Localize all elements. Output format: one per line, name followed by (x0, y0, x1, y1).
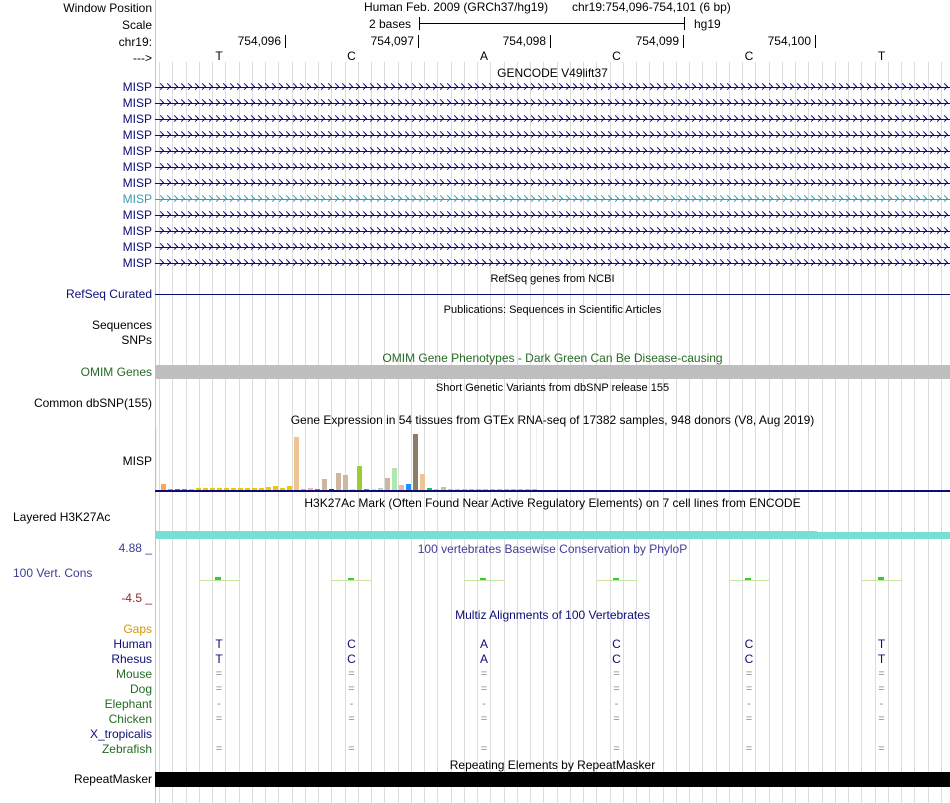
gencode-track-title: GENCODE V49lift37 (497, 66, 608, 80)
gencode-transcript-label[interactable]: MISP (122, 80, 152, 94)
multiz-base: = (878, 668, 885, 680)
guideline (583, 62, 584, 803)
multiz-base: - (747, 698, 751, 710)
snps-track-label[interactable]: SNPs (121, 333, 152, 347)
guideline (636, 62, 637, 803)
guideline (729, 62, 730, 803)
gencode-transcript-label[interactable]: MISP (122, 160, 152, 174)
refseq-track-label[interactable]: RefSeq Curated (65, 287, 152, 301)
multiz-base: T (215, 652, 223, 666)
multiz-base: A (479, 637, 488, 651)
gencode-transcript-label[interactable]: MISP (122, 240, 152, 254)
track-image[interactable] (155, 0, 950, 803)
guideline (901, 62, 902, 803)
multiz-base: - (614, 698, 619, 710)
multiz-species-label[interactable]: Human (113, 637, 152, 651)
gtex-tissue-bar[interactable] (420, 474, 425, 490)
ruler-tick (815, 35, 816, 48)
guideline (914, 62, 915, 803)
multiz-base: C (612, 652, 621, 666)
gencode-transcript-label[interactable]: MISP (122, 208, 152, 222)
phylop-min-label: -4.5 _ (121, 591, 152, 605)
gencode-transcript-label[interactable]: MISP (122, 224, 152, 238)
scale-bar-right-tick (684, 17, 685, 30)
phylop-baseline-mark (464, 580, 504, 581)
strand-chevron (941, 147, 948, 154)
guideline (557, 62, 558, 803)
phylop-baseline-mark (862, 580, 902, 581)
strand-chevron (941, 211, 948, 218)
multiz-base: - (217, 698, 221, 710)
multiz-base: = (878, 713, 885, 725)
gencode-transcript-label[interactable]: MISP (122, 128, 152, 142)
multiz-base: - (482, 698, 486, 710)
ruler-tick-label: 754,096 (237, 34, 281, 48)
phylop-score-mark (613, 578, 619, 580)
multiz-base: = (878, 683, 885, 695)
ruler-tick-label: 754,098 (502, 34, 546, 48)
multiz-base: = (745, 713, 753, 725)
guideline (848, 62, 849, 803)
guideline (663, 62, 664, 803)
multiz-base: = (613, 743, 620, 755)
strand-chevron (941, 227, 948, 234)
multiz-base: C (744, 652, 754, 666)
strand-chevron (941, 163, 948, 170)
guideline (822, 62, 823, 803)
ruler-tick-label: 754,097 (370, 34, 414, 48)
gtex-tissue-bar[interactable] (322, 479, 327, 490)
guideline (596, 62, 597, 803)
ruler-tick-label: 754,099 (635, 34, 679, 48)
multiz-base: C (347, 637, 356, 651)
phylop-track-label[interactable]: 100 Vert. Cons (13, 566, 93, 580)
gtex-tissue-bar[interactable] (392, 468, 397, 490)
repeatmasker-track-title: Repeating Elements by RepeatMasker (449, 758, 656, 772)
ruler-base: C (347, 49, 356, 63)
multiz-base: C (347, 652, 356, 666)
scale-text: 2 bases (369, 17, 412, 31)
track-labels-panel (0, 0, 155, 803)
phylop-score-mark (480, 578, 486, 580)
gtex-tissue-bar[interactable] (343, 475, 348, 490)
phylop-baseline-mark (199, 580, 239, 581)
multiz-base: = (745, 743, 753, 755)
h3k27ac-signal-tail[interactable] (817, 532, 950, 539)
assembly-text: Human Feb. 2009 (GRCh37/hg19) (364, 0, 549, 14)
guideline (716, 62, 717, 803)
ruler-base: C (612, 49, 621, 63)
multiz-species-label[interactable]: X_tropicalis (89, 727, 152, 741)
ruler-base: T (215, 49, 223, 63)
omim-track-title: OMIM Gene Phenotypes - Dark Green Can Be Disease-causing (382, 351, 723, 365)
phylop-score-mark (348, 578, 354, 580)
ruler-base: T (877, 49, 886, 63)
multiz-base: T (877, 652, 886, 666)
multiz-base: = (745, 683, 753, 695)
multiz-base: = (215, 713, 223, 725)
gtex-tissue-bar[interactable] (385, 478, 390, 490)
multiz-base: = (215, 683, 223, 695)
phylop-score-mark (215, 577, 221, 580)
multiz-base: = (348, 743, 355, 755)
multiz-base: = (480, 668, 488, 680)
gtex-track-title: Gene Expression in 54 tissues from GTEx RNA-seq of 17382 samples, 948 donors (V8, Aug 2019) (290, 413, 815, 427)
scale-label: Scale (121, 18, 152, 32)
gtex-tissue-bar[interactable] (294, 437, 299, 490)
multiz-base: = (745, 668, 753, 680)
guideline (570, 62, 571, 803)
strand-chevron (941, 99, 948, 106)
ruler-tick (285, 35, 286, 48)
gencode-transcript-label[interactable]: MISP (122, 144, 152, 158)
guideline (808, 62, 809, 803)
gtex-baseline (155, 490, 950, 492)
gtex-track-label[interactable]: MISP (122, 454, 152, 468)
repeatmasker-element[interactable] (155, 772, 950, 787)
strand-label: ---> (133, 51, 152, 65)
multiz-species-label[interactable]: Mouse (115, 667, 152, 681)
multiz-species-label[interactable]: Rhesus (111, 652, 152, 666)
gencode-transcript-label[interactable]: MISP (122, 112, 152, 126)
guideline (649, 62, 650, 803)
phylop-max-label: 4.88 _ (118, 541, 152, 555)
guideline (941, 62, 942, 803)
ruler-tick (550, 35, 551, 48)
multiz-base: = (480, 713, 488, 725)
dbsnp-track-label[interactable]: Common dbSNP(155) (33, 396, 152, 410)
gtex-tissue-bar[interactable] (357, 466, 362, 490)
multiz-base: = (878, 743, 885, 755)
multiz-base: = (480, 743, 488, 755)
guideline (928, 62, 929, 803)
phylop-baseline-mark (729, 580, 769, 581)
strand-chevron (941, 243, 948, 250)
publications-track-title: Publications: Sequences in Scientific Articles (443, 304, 662, 316)
h3k27ac-signal[interactable] (155, 531, 817, 539)
position-text: chr19:754,096-754,101 (6 bp) (572, 0, 731, 14)
refseq-gene-line[interactable] (155, 294, 950, 295)
guideline (543, 62, 544, 803)
strand-chevron (941, 195, 948, 202)
multiz-base: T (215, 637, 223, 651)
guideline (861, 62, 862, 803)
multiz-base: = (613, 713, 620, 725)
phylop-score-mark (878, 577, 884, 580)
guideline (782, 62, 783, 803)
multiz-species-label[interactable]: Dog (129, 682, 152, 696)
dbsnp-track-title: Short Genetic Variants from dbSNP release 155 (435, 382, 670, 394)
guideline (702, 62, 703, 803)
gencode-transcript-label[interactable]: MISP (122, 256, 152, 270)
phylop-baseline-mark (332, 580, 372, 581)
strand-chevron (941, 115, 948, 122)
multiz-base: = (613, 683, 620, 695)
multiz-base: = (613, 668, 620, 680)
guideline (769, 62, 770, 803)
strand-chevron (941, 179, 948, 186)
multiz-base: - (349, 698, 354, 710)
multiz-track-title: Multiz Alignments of 100 Vertebrates (455, 608, 650, 622)
refseq-track-title: RefSeq genes from NCBI (490, 273, 615, 285)
scale-bar-left-tick (419, 17, 420, 30)
multiz-base: C (744, 637, 754, 651)
scale-bar (419, 23, 685, 24)
publications-track-label[interactable]: Sequences (91, 318, 152, 332)
phylop-track-title: 100 vertebrates Basewise Conservation by PhyloP (417, 542, 688, 556)
window-position-label: Window Position (63, 1, 152, 15)
multiz-species-label[interactable]: Zebrafish (101, 742, 152, 756)
phylop-baseline-mark (597, 580, 637, 581)
multiz-base: = (215, 668, 223, 680)
multiz-base: - (879, 698, 884, 710)
omim-track-label[interactable]: OMIM Genes (80, 365, 152, 379)
gencode-transcript-label[interactable]: MISP (122, 192, 152, 206)
gencode-transcript-label[interactable]: MISP (122, 96, 152, 110)
multiz-base: A (479, 652, 488, 666)
multiz-base: T (877, 637, 886, 651)
multiz-base: = (348, 668, 355, 680)
strand-chevron (941, 259, 948, 266)
multiz-species-label[interactable]: Elephant (104, 697, 152, 711)
multiz-species-label[interactable]: Chicken (108, 712, 152, 726)
h3k27ac-track-label[interactable]: Layered H3K27Ac (13, 510, 111, 524)
ruler-tick (418, 35, 419, 48)
omim-gene-bar[interactable] (155, 365, 950, 379)
gtex-tissue-bar[interactable] (336, 473, 341, 490)
ruler-tick (683, 35, 684, 48)
guideline (835, 62, 836, 803)
gtex-tissue-bar[interactable] (413, 434, 418, 490)
repeatmasker-track-label[interactable]: RepeatMasker (73, 772, 152, 786)
strand-chevron (941, 83, 948, 90)
multiz-gaps-label: Gaps (123, 622, 152, 636)
multiz-base: = (215, 743, 223, 755)
h3k27ac-track-title: H3K27Ac Mark (Often Found Near Active Regulatory Elements) on 7 cell lines from ENCODE (304, 496, 801, 510)
strand-chevron (941, 131, 948, 138)
guideline (795, 62, 796, 803)
chrom-label: chr19: (118, 35, 152, 49)
guideline (676, 62, 677, 803)
ruler-base: C (744, 49, 754, 63)
gencode-transcript-label[interactable]: MISP (122, 176, 152, 190)
gtex-bar-chart[interactable] (161, 428, 541, 490)
multiz-base: = (480, 683, 488, 695)
scale-db: hg19 (694, 17, 721, 31)
ruler-tick-label: 754,100 (767, 34, 811, 48)
multiz-base: = (348, 713, 355, 725)
guideline (689, 62, 690, 803)
multiz-base: = (348, 683, 355, 695)
phylop-score-mark (745, 578, 751, 580)
multiz-base: C (612, 637, 621, 651)
ruler-base: A (479, 49, 488, 63)
